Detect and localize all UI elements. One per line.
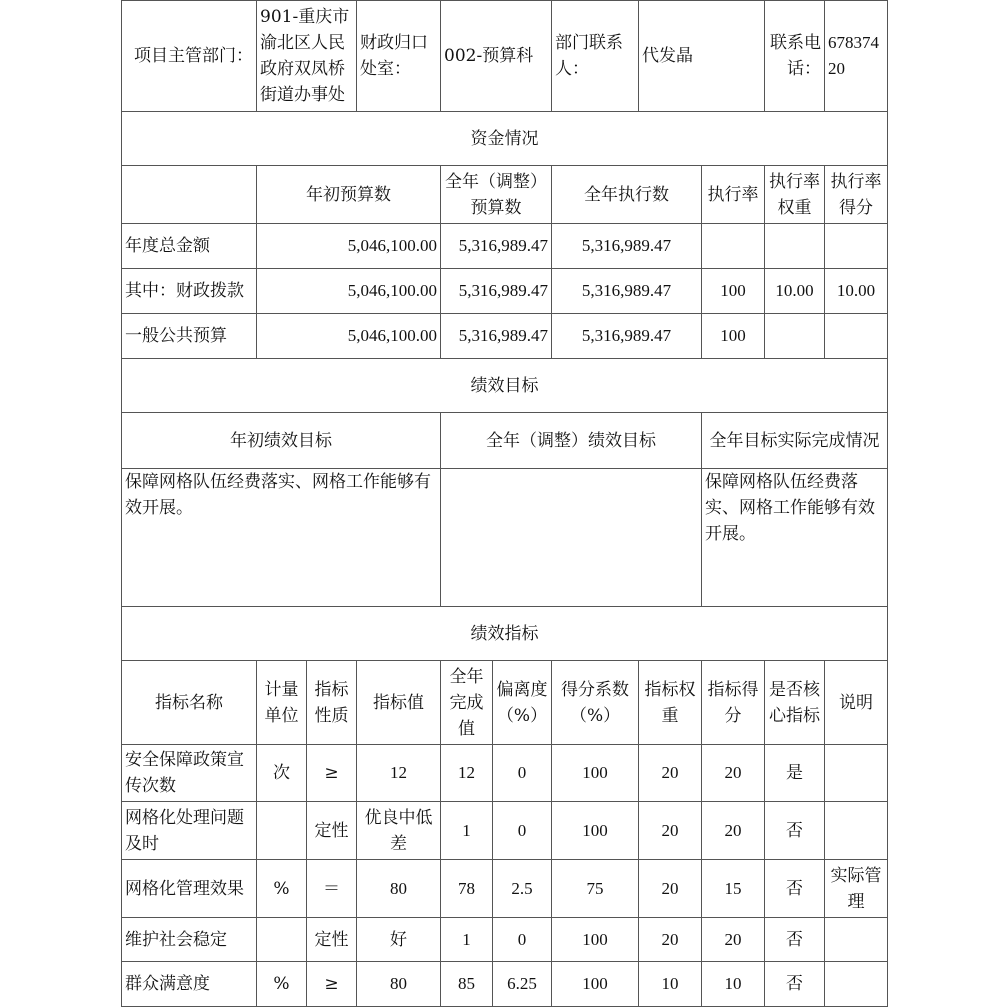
ind-unit: 次 bbox=[257, 745, 307, 802]
ind-unit bbox=[257, 918, 307, 962]
funds-col-score: 执行率得分 bbox=[825, 166, 888, 224]
funds-header-blank bbox=[122, 166, 257, 224]
performance-table bbox=[121, 0, 888, 1007]
funds-col-rate: 执行率 bbox=[702, 166, 765, 224]
phone-label: 联系电话： bbox=[765, 1, 825, 112]
ind-deviation: 0 bbox=[493, 918, 552, 962]
ind-note bbox=[825, 962, 888, 1007]
ind-nature: ＝ bbox=[307, 860, 357, 918]
ind-score: 20 bbox=[702, 745, 765, 802]
dept-label: 项目主管部门： bbox=[122, 1, 257, 112]
ind-actual: 1 bbox=[441, 802, 493, 860]
funds-row-label: 其中：财政拨款 bbox=[122, 269, 257, 314]
ind-score: 10 bbox=[702, 962, 765, 1007]
funds-row-rate: 100 bbox=[702, 269, 765, 314]
ind-note bbox=[825, 802, 888, 860]
funds-row-weight: 10.00 bbox=[765, 269, 825, 314]
indicator-row bbox=[122, 962, 888, 1007]
funds-col-executed: 全年执行数 bbox=[552, 166, 702, 224]
ind-actual: 12 bbox=[441, 745, 493, 802]
goals-actual-text: 保障网格队伍经费落实、网格工作能够有效开展。 bbox=[702, 469, 888, 607]
indicator-row bbox=[122, 802, 888, 860]
goals-col-initial: 年初绩效目标 bbox=[122, 413, 441, 469]
ind-actual: 1 bbox=[441, 918, 493, 962]
header-row bbox=[122, 1, 888, 112]
ind-score: 15 bbox=[702, 860, 765, 918]
ind-note bbox=[825, 918, 888, 962]
ind-col-unit: 计量单位 bbox=[257, 661, 307, 745]
ind-col-actual: 全年完成值 bbox=[441, 661, 493, 745]
phone-value: 67837420 bbox=[825, 1, 888, 112]
funds-row-weight bbox=[765, 314, 825, 359]
ind-core: 否 bbox=[765, 860, 825, 918]
funds-section-title: 资金情况 bbox=[122, 112, 888, 166]
ind-coef: 100 bbox=[552, 918, 639, 962]
funds-row-score bbox=[825, 224, 888, 269]
ind-weight: 20 bbox=[639, 802, 702, 860]
funds-row bbox=[122, 314, 888, 359]
ind-unit: % bbox=[257, 860, 307, 918]
ind-weight: 20 bbox=[639, 745, 702, 802]
goals-adjusted-text bbox=[441, 469, 702, 607]
ind-core: 否 bbox=[765, 802, 825, 860]
ind-note: 实际管理 bbox=[825, 860, 888, 918]
funds-row bbox=[122, 224, 888, 269]
ind-score: 20 bbox=[702, 802, 765, 860]
ind-col-coef: 得分系数（%） bbox=[552, 661, 639, 745]
contact-value: 代发晶 bbox=[639, 1, 765, 112]
funds-col-initial: 年初预算数 bbox=[257, 166, 441, 224]
ind-deviation: 0 bbox=[493, 802, 552, 860]
ind-name: 网格化管理效果 bbox=[122, 860, 257, 918]
funds-row-adjusted: 5,316,989.47 bbox=[441, 269, 552, 314]
funds-row-label: 一般公共预算 bbox=[122, 314, 257, 359]
funds-col-weight: 执行率权重 bbox=[765, 166, 825, 224]
funds-row bbox=[122, 269, 888, 314]
ind-nature: 定性 bbox=[307, 802, 357, 860]
goals-content-row bbox=[122, 469, 888, 607]
funds-col-adjusted: 全年（调整）预算数 bbox=[441, 166, 552, 224]
ind-target: 80 bbox=[357, 860, 441, 918]
funds-header-row bbox=[122, 166, 888, 224]
ind-weight: 20 bbox=[639, 918, 702, 962]
funds-row-score: 10.00 bbox=[825, 269, 888, 314]
ind-coef: 75 bbox=[552, 860, 639, 918]
funds-row-label: 年度总金额 bbox=[122, 224, 257, 269]
funds-row-executed: 5,316,989.47 bbox=[552, 224, 702, 269]
ind-nature: ≥ bbox=[307, 962, 357, 1007]
ind-deviation: 2.5 bbox=[493, 860, 552, 918]
ind-unit bbox=[257, 802, 307, 860]
ind-actual: 85 bbox=[441, 962, 493, 1007]
funds-row-score bbox=[825, 314, 888, 359]
ind-name: 维护社会稳定 bbox=[122, 918, 257, 962]
ind-core: 否 bbox=[765, 962, 825, 1007]
ind-target: 优良中低差 bbox=[357, 802, 441, 860]
ind-target: 80 bbox=[357, 962, 441, 1007]
funds-row-adjusted: 5,316,989.47 bbox=[441, 314, 552, 359]
ind-coef: 100 bbox=[552, 745, 639, 802]
ind-deviation: 0 bbox=[493, 745, 552, 802]
ind-core: 否 bbox=[765, 918, 825, 962]
ind-col-note: 说明 bbox=[825, 661, 888, 745]
funds-row-adjusted: 5,316,989.47 bbox=[441, 224, 552, 269]
indicators-header-row bbox=[122, 661, 888, 745]
goals-section-title: 绩效目标 bbox=[122, 359, 888, 413]
ind-actual: 78 bbox=[441, 860, 493, 918]
ind-nature: 定性 bbox=[307, 918, 357, 962]
funds-row-initial: 5,046,100.00 bbox=[257, 269, 441, 314]
goals-col-actual: 全年目标实际完成情况 bbox=[702, 413, 888, 469]
funds-row-rate bbox=[702, 224, 765, 269]
funds-row-executed: 5,316,989.47 bbox=[552, 314, 702, 359]
funds-row-initial: 5,046,100.00 bbox=[257, 224, 441, 269]
ind-weight: 20 bbox=[639, 860, 702, 918]
indicator-row bbox=[122, 860, 888, 918]
ind-nature: ≥ bbox=[307, 745, 357, 802]
indicator-row bbox=[122, 745, 888, 802]
ind-weight: 10 bbox=[639, 962, 702, 1007]
goals-header-row bbox=[122, 413, 888, 469]
ind-score: 20 bbox=[702, 918, 765, 962]
ind-deviation: 6.25 bbox=[493, 962, 552, 1007]
ind-core: 是 bbox=[765, 745, 825, 802]
funds-row-rate: 100 bbox=[702, 314, 765, 359]
funds-row-initial: 5,046,100.00 bbox=[257, 314, 441, 359]
dept-value: 901-重庆市渝北区人民政府双凤桥街道办事处 bbox=[257, 1, 357, 112]
indicator-row bbox=[122, 918, 888, 962]
ind-name: 群众满意度 bbox=[122, 962, 257, 1007]
ind-col-deviation: 偏离度（%） bbox=[493, 661, 552, 745]
ind-col-name: 指标名称 bbox=[122, 661, 257, 745]
indicators-section-title: 绩效指标 bbox=[122, 607, 888, 661]
goals-col-adjusted: 全年（调整）绩效目标 bbox=[441, 413, 702, 469]
finance-value: 002-预算科 bbox=[441, 1, 552, 112]
ind-col-core: 是否核心指标 bbox=[765, 661, 825, 745]
ind-name: 安全保障政策宣传次数 bbox=[122, 745, 257, 802]
ind-note bbox=[825, 745, 888, 802]
funds-row-weight bbox=[765, 224, 825, 269]
funds-row-executed: 5,316,989.47 bbox=[552, 269, 702, 314]
finance-label: 财政归口处室： bbox=[357, 1, 441, 112]
ind-target: 好 bbox=[357, 918, 441, 962]
ind-unit: % bbox=[257, 962, 307, 1007]
ind-col-score: 指标得分 bbox=[702, 661, 765, 745]
ind-col-target: 指标值 bbox=[357, 661, 441, 745]
ind-col-nature: 指标性质 bbox=[307, 661, 357, 745]
ind-coef: 100 bbox=[552, 962, 639, 1007]
ind-col-weight: 指标权重 bbox=[639, 661, 702, 745]
goals-initial-text: 保障网格队伍经费落实、网格工作能够有效开展。 bbox=[122, 469, 441, 607]
ind-target: 12 bbox=[357, 745, 441, 802]
contact-label: 部门联系人： bbox=[552, 1, 639, 112]
ind-coef: 100 bbox=[552, 802, 639, 860]
ind-name: 网格化处理问题及时 bbox=[122, 802, 257, 860]
